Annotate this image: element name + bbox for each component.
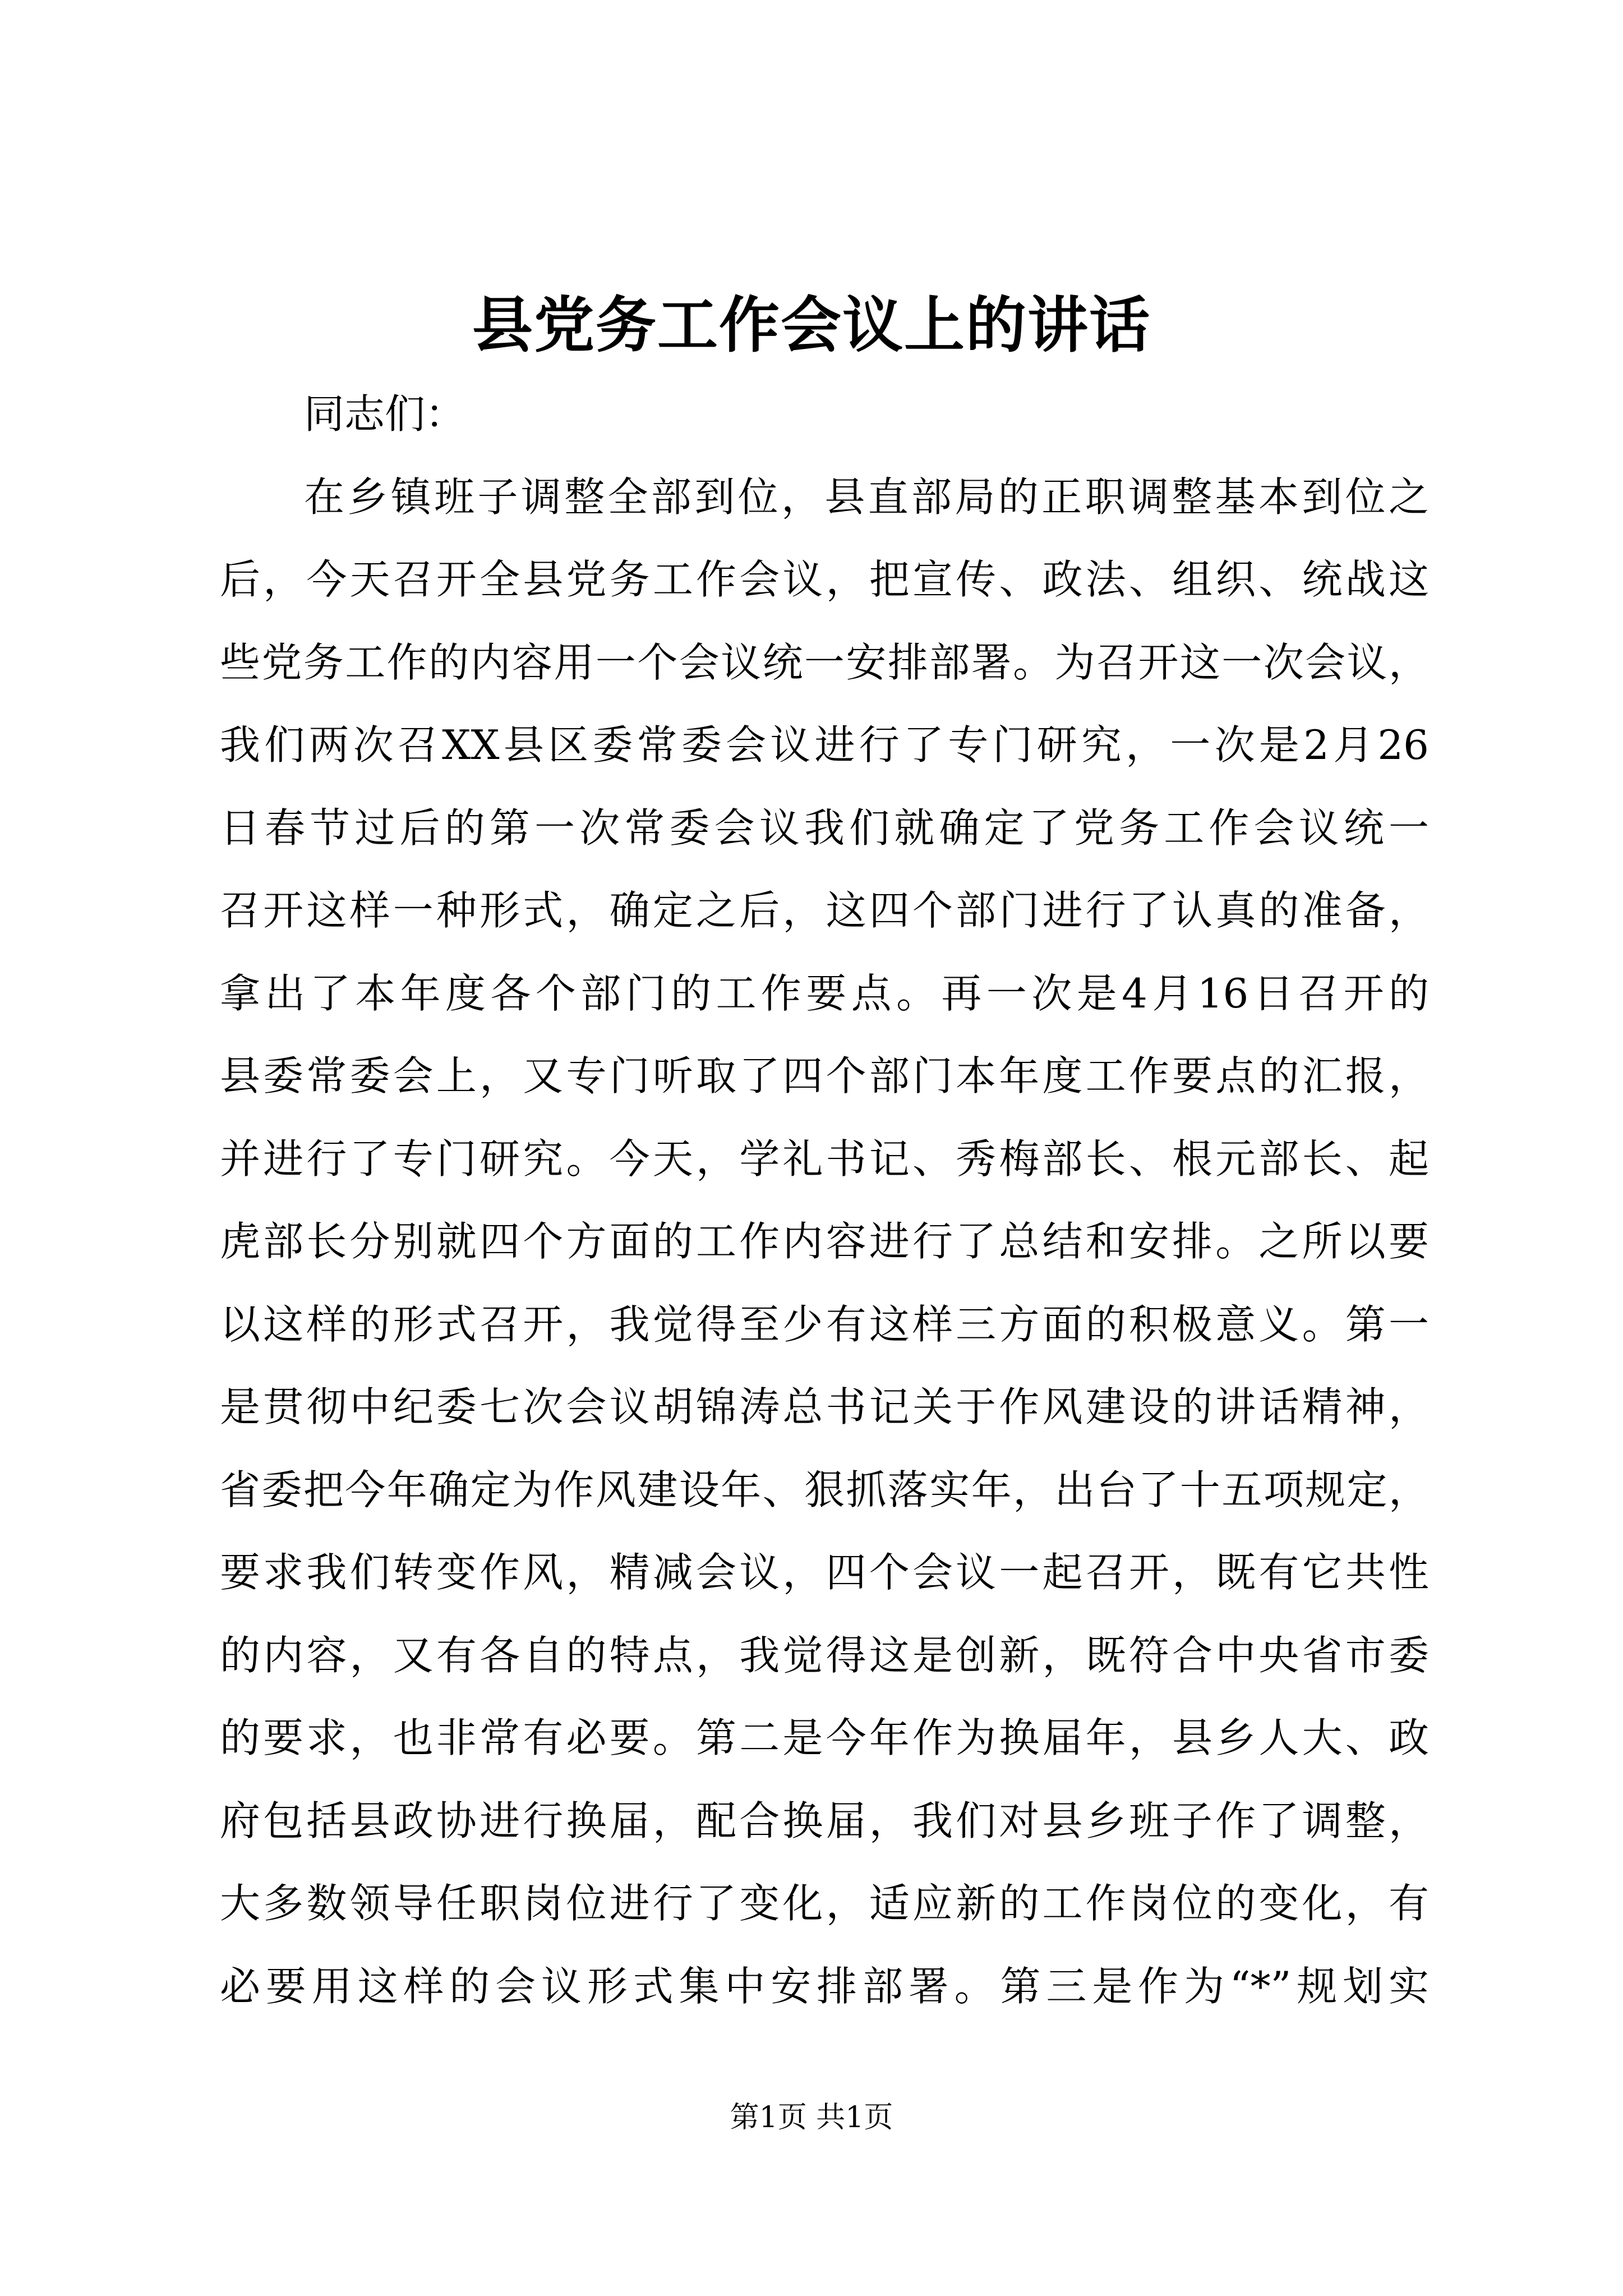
paragraph-line: 要求我们转变作风，精减会议，四个会议一起召开，既有它共性: [220, 1549, 1429, 1596]
paragraph-line: 县委常委会上，又专门听取了四个部门本年度工作要点的汇报，: [220, 1052, 1429, 1099]
paragraph-line: 些党务工作的内容用一个会议统一安排部署。为召开这一次会议，: [220, 638, 1429, 686]
page-number-label: 第1页 共1页: [730, 2101, 893, 2134]
paragraph-line: 虎部长分别就四个方面的工作内容进行了总结和安排。之所以要: [220, 1218, 1429, 1265]
paragraph-line: 的要求，也非常有必要。第二是今年作为换届年，县乡人大、政: [220, 1714, 1429, 1761]
page-footer: [0, 2098, 1623, 2137]
paragraph-line: 府包括县政协进行换届，配合换届，我们对县乡班子作了调整，: [220, 1797, 1429, 1844]
paragraph-line: 以这样的形式召开，我觉得至少有这样三方面的积极意义。第一: [220, 1300, 1429, 1348]
document-title: 县党务工作会议上的讲话: [472, 290, 1151, 361]
document-body: [220, 373, 1429, 2028]
paragraph-line: 大多数领导任职岗位进行了变化，适应新的工作岗位的变化，有: [220, 1880, 1429, 1927]
paragraph-line: 省委把今年确定为作风建设年、狠抓落实年，出台了十五项规定，: [220, 1466, 1429, 1513]
paragraph-line: 是贯彻中纪委七次会议胡锦涛总书记关于作风建设的讲话精神，: [220, 1383, 1429, 1430]
paragraph-line: 后，今天召开全县党务工作会议，把宣传、政法、组织、统战这: [220, 556, 1429, 603]
paragraph-line: 并进行了专门研究。今天，学礼书记、秀梅部长、根元部长、起: [220, 1135, 1429, 1182]
paragraph-line: 在乡镇班子调整全部到位，县直部局的正职调整基本到位之: [304, 473, 1429, 521]
paragraph-line: 日春节过后的第一次常委会议我们就确定了党务工作会议统一: [220, 804, 1429, 852]
salutation: 同志们：: [304, 390, 466, 438]
paragraph-line: 我们两次召XX县区委常委会议进行了专门研究，一次是2月26: [220, 721, 1429, 769]
paragraph-line: 召开这样一种形式，确定之后，这四个部门进行了认真的准备，: [220, 887, 1429, 934]
paragraph-line: 拿出了本年度各个部门的工作要点。再一次是4月16日召开的: [220, 969, 1429, 1017]
paragraph-line: 必要用这样的会议形式集中安排部署。第三是作为“*”规划实: [220, 1962, 1429, 2010]
paragraph-line: 的内容，又有各自的特点，我觉得这是创新，既符合中央省市委: [220, 1631, 1429, 1679]
